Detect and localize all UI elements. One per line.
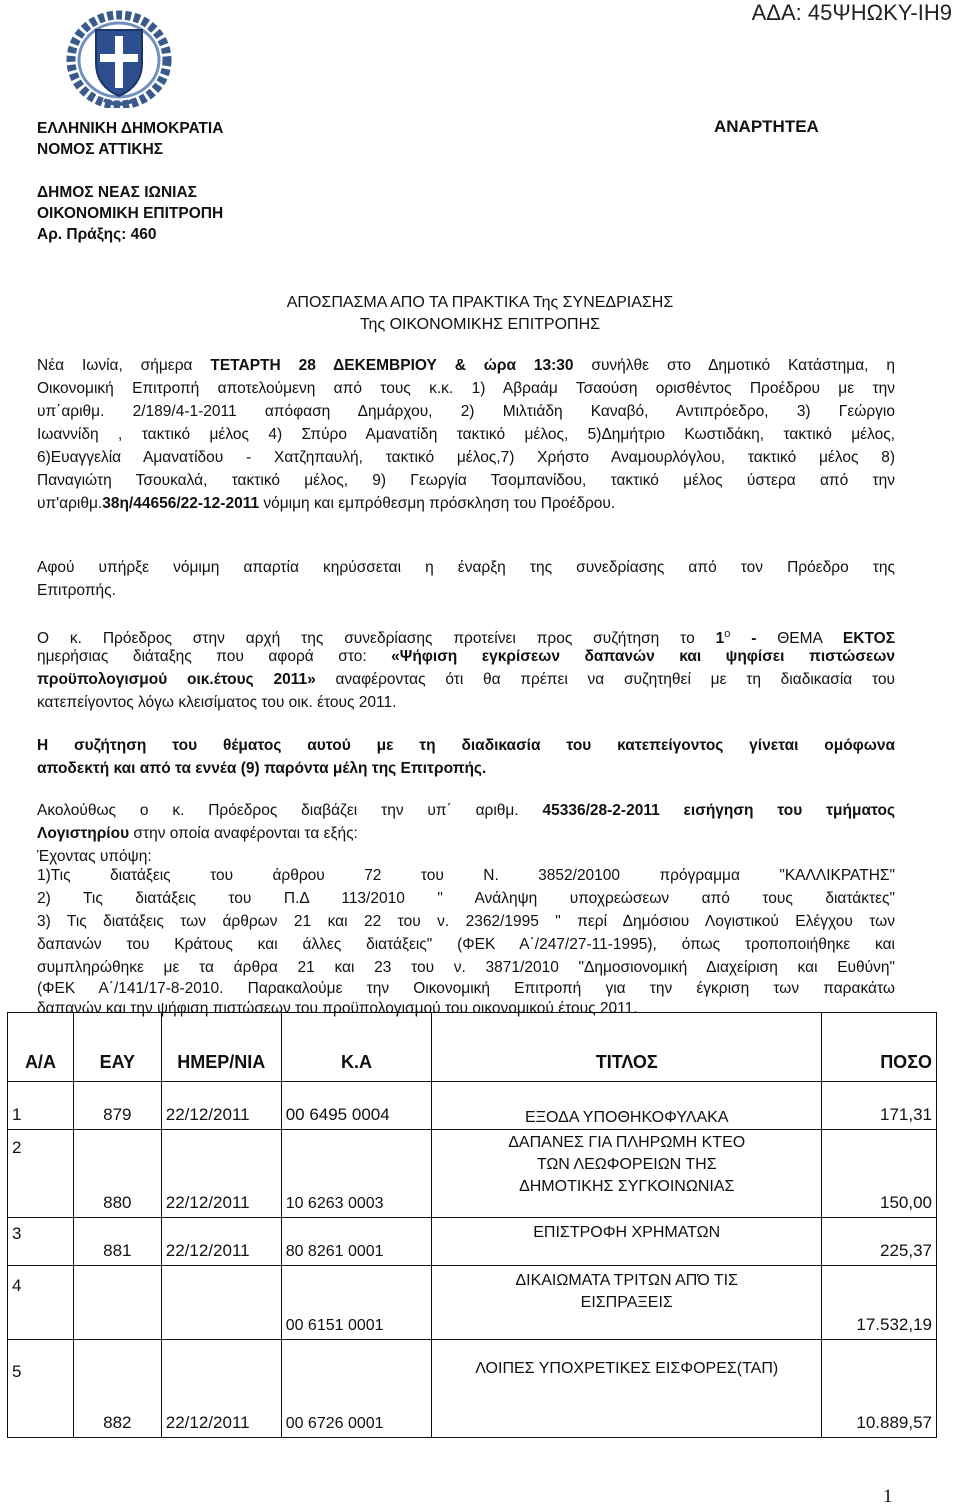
col-header-amount: ΠΟΣΟ bbox=[822, 1013, 937, 1082]
header-municipality: ΔΗΜΟΣ ΝΕΑΣ ΙΩΝΙΑΣ bbox=[37, 184, 197, 201]
cell-amount: 225,37 bbox=[822, 1218, 937, 1266]
document-subtitle: Της ΟΙΚΟΝΟΜΙΚΗΣ ΕΠΙΤΡΟΠΗΣ bbox=[359, 316, 601, 333]
p5-line-5: 2) Τις διατάξεις του Π.Δ 113/2010 " Ανάληψη υποχρεώσεων από τους διατάκτες" bbox=[37, 890, 895, 907]
p3-line-4: κατεπείγοντος λόγω κλεισίματος του οικ. έτους 2011. bbox=[37, 694, 397, 711]
cell-ka: 10 6263 0003 bbox=[281, 1130, 432, 1218]
p2-line-2: Επιτροπής. bbox=[37, 582, 116, 599]
p1-line-3: υπ΄αριθμ. 2/189/4-1-2011 απόφαση Δημάρχου, 2) Μιλτιάδη Καναβό, Αντιπρόεδρο, 3) Γεώργιο bbox=[37, 403, 895, 420]
cell-date bbox=[161, 1266, 281, 1340]
p3-line-3: προϋπολογισμού οικ.έτους 2011» αναφέροντας ότι θα πρέπει να συζητηθεί με τη διαδικασία του bbox=[37, 671, 895, 688]
col-header-aa: Α/Α bbox=[8, 1013, 74, 1082]
header-act-number: Αρ. Πράξης: 460 bbox=[37, 226, 157, 243]
cell-date: 22/12/2011 bbox=[161, 1082, 281, 1130]
table-row bbox=[8, 1218, 937, 1266]
ada-code: ΑΔΑ: 45ΨΗΩΚΥ-ΙΗ9 bbox=[751, 0, 952, 25]
header-committee: ΟΙΚΟΝΟΜΙΚΗ ΕΠΙΤΡΟΠΗ bbox=[37, 205, 224, 222]
p5-line-8: συμπληρώθηκε με τα άρθρα 21 και 23 του ν. 3871/2010 "Δημοσιονομική Διαχείριση και Ευθύνη" bbox=[37, 959, 895, 976]
p5-line-7: δαπανών του Κράτους και άλλες διατάξεις" (ΦΕΚ Α΄/247/27-11-1995), όπως τροποποιήθηκε και bbox=[37, 936, 895, 953]
cell-eay: 882 bbox=[73, 1340, 161, 1438]
header-prefecture: ΝΟΜΟΣ ΑΤΤΙΚΗΣ bbox=[37, 141, 164, 158]
p2-line-1: Αφού υπήρξε νόμιμη απαρτία κηρύσσεται η έναρξη της συνεδρίασης από τον Πρόεδρο της bbox=[37, 559, 895, 576]
header-country: ΕΛΛΗΝΙΚΗ ΔΗΜΟΚΡΑΤΙΑ bbox=[37, 120, 224, 137]
p5-line-3: Έχοντας υπόψη: bbox=[37, 848, 152, 865]
cell-title: ΔΑΠΑΝΕΣ ΓΙΑ ΠΛΗΡΩΜΗ ΚΤΕΟ ΤΩΝ ΛΕΩΦΟΡΕΙΩΝ ΤΗΣ ΔΗΜΟΤΙΚΗΣ ΣΥΓΚΟΙΝΩΝΙΑΣ bbox=[432, 1130, 822, 1218]
table-header-row bbox=[8, 1013, 937, 1082]
p4-line-2: αποδεκτή και από τα εννέα (9) παρόντα μέλη της Επιτροπής. bbox=[37, 760, 487, 777]
p5-line-6: 3) Τις διατάξεις των άρθρων 21 και 22 του ν. 2362/1995 " περί Δημόσιου Λογιστικού Ελέγχου των bbox=[37, 913, 895, 930]
cell-title: ΛΟΙΠΕΣ ΥΠΟΧΡΕΤΙΚΕΣ ΕΙΣΦΟΡΕΣ(ΤΑΠ) bbox=[432, 1340, 822, 1438]
cell-date: 22/12/2011 bbox=[161, 1340, 281, 1438]
cell-eay bbox=[73, 1266, 161, 1340]
cell-aa: 4 bbox=[8, 1266, 74, 1340]
cell-amount: 17.532,19 bbox=[822, 1266, 937, 1340]
table-row bbox=[8, 1340, 937, 1438]
header-post-status: ΑΝΑΡΤΗΤΕΑ bbox=[714, 117, 819, 136]
p1-line-7: υπ'αριθμ.38η/44656/22-12-2011 νόμιμη και εμπρόθεσμη πρόσκληση του Προέδρου. bbox=[37, 495, 616, 512]
cell-title: ΕΠΙΣΤΡΟΦΗ ΧΡΗΜΑΤΩΝ bbox=[432, 1218, 822, 1266]
table-row bbox=[8, 1082, 937, 1130]
col-header-title: ΤΙΤΛΟΣ bbox=[432, 1013, 822, 1082]
cell-date: 22/12/2011 bbox=[161, 1130, 281, 1218]
cell-eay: 881 bbox=[73, 1218, 161, 1266]
p1-line-6: Παναγιώτη Τσουκαλά, τακτικό μέλος, 9) Γεωργία Τσομπανίδου, τακτικό μέλος ύστερα από την bbox=[37, 472, 895, 489]
cell-aa: 2 bbox=[8, 1130, 74, 1218]
cell-eay: 880 bbox=[73, 1130, 161, 1218]
page-number: 1 bbox=[883, 1486, 893, 1507]
expenses-table bbox=[7, 1012, 937, 1438]
document-title: ΑΠΟΣΠΑΣΜΑ ΑΠΟ ΤΑ ΠΡΑΚΤΙΚΑ Της ΣΥΝΕΔΡΙΑΣΗΣ bbox=[286, 294, 674, 311]
cell-ka: 00 6495 0004 bbox=[281, 1082, 432, 1130]
p1-line-1: Νέα Ιωνία, σήμερα ΤΕΤΑΡΤΗ 28 ΔΕΚΕΜΒΡΙΟΥ & ώρα 13:30 συνήλθε στο Δημοτικό Κατάστημα, η bbox=[37, 357, 895, 374]
cell-aa: 3 bbox=[8, 1218, 74, 1266]
p5-line-9: (ΦΕΚ Α΄/141/17-8-2010. Παρακαλούμε την Οικονομική Επιτροπή για την έγκριση των παρακάτω bbox=[37, 980, 895, 997]
cell-title: ΔΙΚΑΙΩΜΑΤΑ ΤΡΙΤΩΝ ΑΠΌ ΤΙΣ ΕΙΣΠΡΑΞΕΙΣ bbox=[432, 1266, 822, 1340]
p1-line-4: Ιωαννίδη , τακτικό μέλος 4) Σπύρο Αμανατίδη τακτικό μέλος, 5)Δημήτριο Κωστιδάκη, τακτικό μέλος, bbox=[37, 426, 895, 443]
p5-line-1: Ακολούθως ο κ. Πρόεδρος διαβάζει την υπ΄ αριθμ. 45336/28-2-2011 εισήγηση του τμήματος bbox=[37, 802, 896, 819]
table-row bbox=[8, 1266, 937, 1340]
cell-date: 22/12/2011 bbox=[161, 1218, 281, 1266]
cell-aa: 1 bbox=[8, 1082, 74, 1130]
cell-amount: 171,31 bbox=[822, 1082, 937, 1130]
p1-line-2: Οικονομική Επιτροπή αποτελούμενη από τους κ.κ. 1) Αβραάμ Τσαούση ορισθέντος Προέδρου με την bbox=[37, 380, 895, 397]
cell-ka: 00 6151 0001 bbox=[281, 1266, 432, 1340]
p1-line-5: 6)Ευαγγελία Αμανατίδου - Χατζηπαυλή, τακτικό μέλος,7) Χρήστο Αναμουρλόγλου, τακτικό μέλος 8) bbox=[37, 449, 895, 466]
p5-line-10: δαπανών και την ψήφιση πιστώσεων του προϋπολογισμού του οικονομικού έτους 2011. bbox=[37, 1000, 638, 1017]
p3-line-1: Ο κ. Πρόεδρος στην αρχή της συνεδρίασης προτείνει προς συζήτηση το $1^o$ - ΘΕΜΑ ΕΚΤΟΣ bbox=[37, 628, 895, 648]
cell-eay: 879 bbox=[73, 1082, 161, 1130]
col-header-ka: Κ.Α bbox=[281, 1013, 432, 1082]
p5-line-2: Λογιστηρίου στην οποία αναφέρονται τα εξής: bbox=[37, 825, 358, 842]
cell-title: ΕΞΟΔΑ ΥΠΟΘΗΚΟΦΥΛΑΚΑ bbox=[432, 1082, 822, 1130]
coat-of-arms-emblem bbox=[64, 8, 174, 108]
cell-amount: 10.889,57 bbox=[822, 1340, 937, 1438]
table-row bbox=[8, 1130, 937, 1218]
cell-aa: 5 bbox=[8, 1340, 74, 1438]
cell-ka: 80 8261 0001 bbox=[281, 1218, 432, 1266]
cell-amount: 150,00 bbox=[822, 1130, 937, 1218]
col-header-date: ΗΜΕΡ/ΝΙΑ bbox=[161, 1013, 281, 1082]
cell-ka: 00 6726 0001 bbox=[281, 1340, 432, 1438]
p3-line-2: ημερήσιας διάταξης που αφορά στο: «Ψήφιση εγκρίσεων δαπανών και ψηφίσει πιστώσεων bbox=[37, 648, 895, 665]
p4-line-1: Η συζήτηση του θέματος αυτού με τη διαδικασία του κατεπείγοντος γίνεται ομόφωνα bbox=[37, 737, 895, 754]
col-header-eay: ΕΑΥ bbox=[73, 1013, 161, 1082]
p5-line-4: 1)Τις διατάξεις του άρθρου 72 του Ν. 3852/20100 πρόγραμμα "ΚΑΛΛΙΚΡΑΤΗΣ" bbox=[37, 867, 895, 884]
